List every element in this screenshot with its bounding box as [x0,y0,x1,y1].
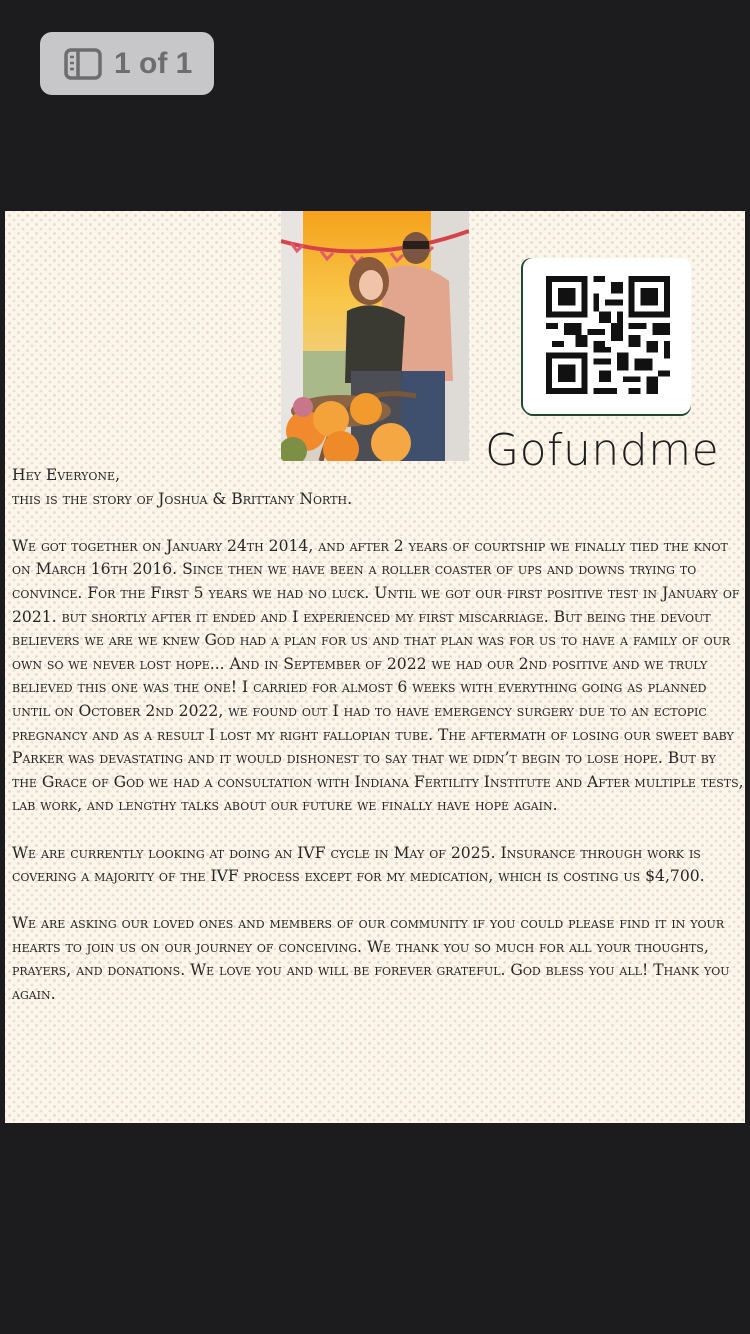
story-paragraph-1: We got together on January 24th 2014, and after 2 years of courtship we finally tied the knot on March 16th 2016. Since then we have been a roller coaster of ups and downs trying to convince. For the First 5 years we had no luck. Until we got our first positive test in January of 2021. but shortly after it ended and I experienced my first miscarriage. But being the devout believers we are we knew God had a plan for us and that plan was for us to have a family of our own so we never lost hope... And in September of 2022 we had our 2nd positive and we truly believed this one was the one! I carried for almost 6 weeks with everything going as planned until on October 2nd 2022, we found out I had to have emergency surgery due to an ectopic pregnancy and as a result I lost my right fallopian tube. The aftermath of losing our sweet baby Parker was devastating and it would dishonest to say that we didn’t begin to lose hope. But by the Grace of God we had a consultation with Indiana Fertility Institute and After multiple tests, lab work, and lengthy talks about our future we finally have hope again. [12,536,744,815]
sidebar-pages-icon [64,48,102,80]
greeting-line-2: this is the story of Joshua & Brittany North. [12,489,353,508]
greeting [12,464,744,511]
page-counter-button[interactable] [40,32,214,95]
document-page [5,211,745,1123]
story-paragraph-3: We are asking our loved ones and members of our community if you could please find it in your hearts to join us on our journey of conceiving. We thank you so much for all your thoughts, prayers, and donations. We love you and will be forever grateful. God bless you all! Thank you again. [12,914,730,1004]
story-paragraph-2: We are currently looking at doing an IVF cycle in May of 2025. Insurance through work is covering a majority of the IVF process except for my medication, which is costing us $4,700. [12,843,705,886]
story-text [12,464,744,1030]
page-counter-label: 1 of 1 [114,46,193,80]
couple-photo [281,211,469,461]
gofundme-label: Gofundme [485,425,720,476]
greeting-line-1: Hey Everyone, [12,466,121,484]
qr-code[interactable] [523,258,691,414]
